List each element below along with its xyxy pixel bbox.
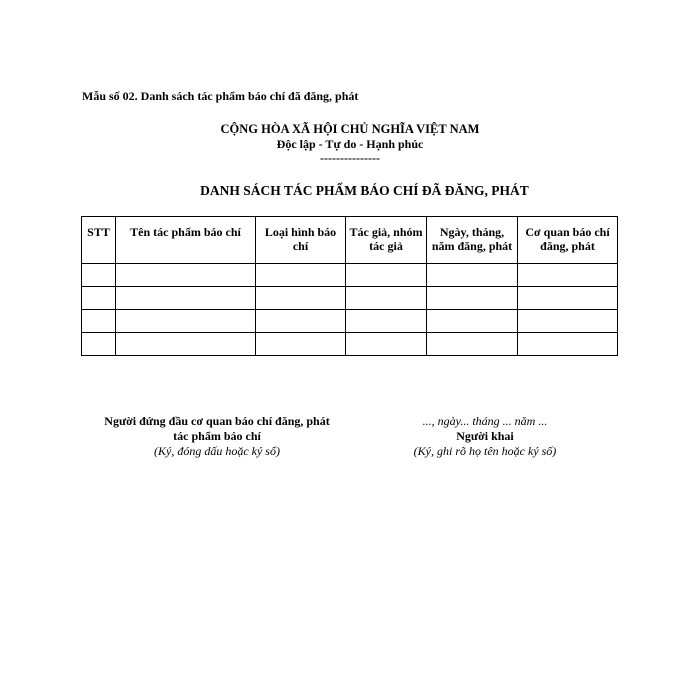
country-name: CỘNG HÒA XÃ HỘI CHỦ NGHĨA VIỆT NAM: [220, 122, 480, 136]
declarant-title: Người khai: [456, 429, 514, 443]
national-motto: Độc lập - Tự do - Hạnh phúc: [276, 137, 424, 151]
table-cell: [116, 287, 256, 310]
date-line: ..., ngày... tháng ... năm ...: [422, 414, 548, 428]
table-cell: [116, 310, 256, 333]
table-cell: [256, 287, 346, 310]
table-cell: [518, 287, 618, 310]
column-header-publish-date: Ngày, tháng, năm đăng, phát: [427, 217, 518, 264]
table-row: [82, 287, 618, 310]
form-number: Mẫu số 02. Danh sách tác phẩm báo chí đã đăng, phát: [82, 89, 359, 103]
signature-block-publisher: [82, 414, 352, 459]
document-title: DANH SÁCH TÁC PHẨM BÁO CHÍ ĐÃ ĐĂNG, PHÁT: [200, 183, 529, 198]
table-cell: [427, 333, 518, 356]
signer-title-line1: Người đứng đầu cơ quan báo chí đăng, phát: [104, 414, 330, 428]
column-header-work-title: Tên tác phẩm báo chí: [116, 217, 256, 264]
signature-block-declarant: [390, 414, 580, 459]
column-header-media-type: Loại hình báo chí: [256, 217, 346, 264]
table-cell: [82, 264, 116, 287]
works-table: [81, 216, 618, 356]
table-cell: [346, 287, 427, 310]
header-separator: ---------------: [320, 151, 380, 165]
table-cell: [82, 287, 116, 310]
table-cell: [427, 310, 518, 333]
table-cell: [518, 264, 618, 287]
table-cell: [82, 333, 116, 356]
signature-note: (Ký, ghi rõ họ tên hoặc ký số): [413, 444, 557, 458]
table-cell: [256, 264, 346, 287]
table-cell: [346, 264, 427, 287]
column-header-publisher: Cơ quan báo chí đăng, phát: [518, 217, 618, 264]
table-cell: [82, 310, 116, 333]
table-cell: [256, 310, 346, 333]
table-cell: [256, 333, 346, 356]
table-cell: [427, 287, 518, 310]
table-cell: [116, 264, 256, 287]
table-cell: [518, 333, 618, 356]
signer-title-line2: tác phẩm báo chí: [173, 429, 261, 443]
table-header-row: [82, 217, 618, 264]
table-row: [82, 264, 618, 287]
table-cell: [518, 310, 618, 333]
table-cell: [346, 333, 427, 356]
signature-note: (Ký, đóng dấu hoặc ký số): [154, 444, 280, 458]
table-row: [82, 333, 618, 356]
table-row: [82, 310, 618, 333]
column-header-stt: STT: [82, 217, 116, 264]
column-header-authors: Tác giả, nhóm tác giả: [346, 217, 427, 264]
national-header: [0, 122, 700, 164]
table-cell: [346, 310, 427, 333]
table-cell: [427, 264, 518, 287]
table-cell: [116, 333, 256, 356]
